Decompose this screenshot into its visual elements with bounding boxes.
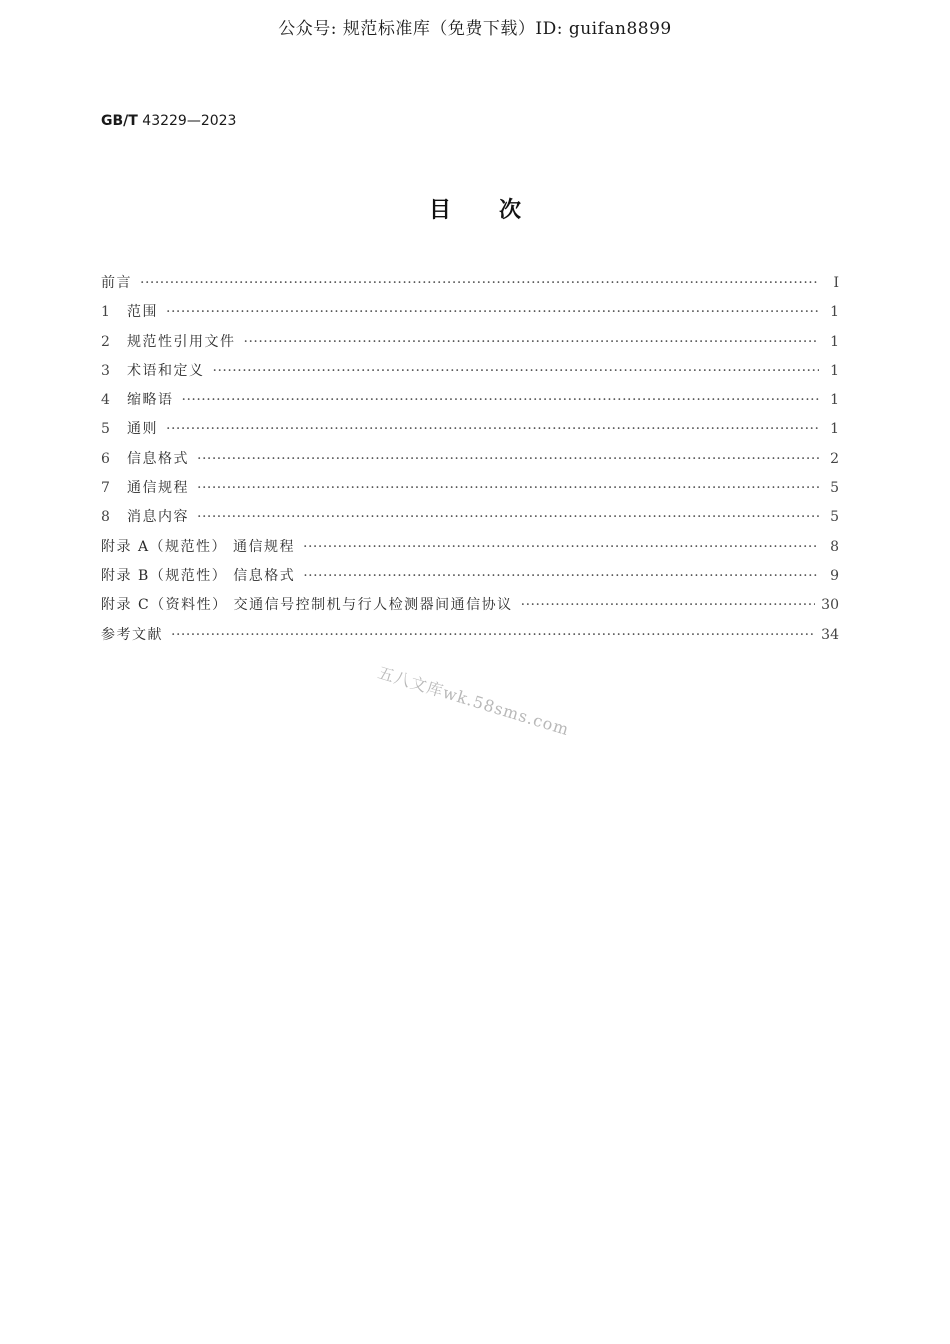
toc-title: 目次 bbox=[428, 198, 569, 223]
toc-leader-dots bbox=[303, 539, 819, 555]
toc-entry-bibliography[interactable] bbox=[101, 624, 839, 653]
toc-entry-number: 2 bbox=[101, 333, 110, 350]
toc-entry-terms-definitions[interactable] bbox=[101, 360, 839, 389]
toc-entry-number: 7 bbox=[101, 480, 110, 497]
toc-entry-label: 参考文献 bbox=[101, 626, 163, 643]
toc-entry-page: 5 bbox=[830, 480, 839, 497]
toc-entry-page: 9 bbox=[830, 567, 839, 584]
watermark: 五八文库wk.58sms.com bbox=[375, 662, 572, 740]
toc-entry-communication-procedure[interactable] bbox=[101, 477, 839, 506]
toc-entry-label: 通则 bbox=[127, 421, 158, 438]
toc-entry-label: 规范性引用文件 bbox=[127, 333, 236, 350]
source-banner: 公众号: 规范标准库（免费下载）ID: guifan8899 bbox=[278, 19, 672, 39]
toc-entry-page: 2 bbox=[830, 450, 839, 467]
toc-entry-annex-a[interactable] bbox=[101, 536, 839, 565]
toc-entry-normative-references[interactable] bbox=[101, 331, 839, 360]
toc-entry-number: 1 bbox=[101, 304, 110, 321]
toc-leader-dots bbox=[213, 363, 820, 379]
toc-entry-number: 8 bbox=[101, 509, 110, 526]
toc-entry-label: 范围 bbox=[127, 304, 158, 321]
toc-entry-number: 6 bbox=[101, 450, 110, 467]
toc-entry-annex-c[interactable] bbox=[101, 594, 839, 623]
toc-entry-message-content[interactable] bbox=[101, 506, 839, 535]
toc-entry-page: 1 bbox=[830, 421, 839, 438]
toc-entry-label: 附录 A（规范性） 通信规程 bbox=[101, 538, 296, 555]
toc-entry-label: 信息格式 bbox=[127, 450, 189, 467]
toc-entry-number: 3 bbox=[101, 362, 110, 379]
toc-leader-dots bbox=[166, 421, 819, 437]
table-of-contents bbox=[101, 272, 839, 653]
toc-entry-number: 5 bbox=[101, 421, 110, 438]
toc-leader-dots bbox=[197, 451, 819, 467]
standard-number bbox=[101, 113, 236, 129]
toc-entry-page: 1 bbox=[830, 304, 839, 321]
toc-leader-dots bbox=[166, 304, 819, 320]
toc-leader-dots bbox=[197, 480, 819, 496]
toc-leader-dots bbox=[171, 627, 815, 643]
toc-entry-label: 消息内容 bbox=[127, 509, 189, 526]
toc-entry-information-format[interactable] bbox=[101, 448, 839, 477]
toc-entry-page: 1 bbox=[830, 362, 839, 379]
toc-entry-foreword[interactable] bbox=[101, 272, 839, 301]
toc-entry-label: 附录 B（规范性） 信息格式 bbox=[101, 567, 296, 584]
toc-entry-page: 1 bbox=[830, 392, 839, 409]
toc-entry-label: 缩略语 bbox=[127, 392, 174, 409]
toc-entry-page: 8 bbox=[830, 538, 839, 555]
toc-entry-page: 34 bbox=[821, 626, 839, 643]
toc-entry-label: 前言 bbox=[101, 275, 132, 291]
toc-entry-label: 通信规程 bbox=[127, 480, 189, 497]
toc-leader-dots bbox=[140, 275, 819, 291]
standard-code: 43229—2023 bbox=[142, 113, 237, 129]
toc-entry-page: 5 bbox=[830, 509, 839, 526]
toc-leader-dots bbox=[303, 568, 819, 584]
toc-entry-page: 30 bbox=[821, 597, 839, 614]
standard-prefix: GB/T bbox=[101, 113, 138, 129]
toc-leader-dots bbox=[197, 509, 819, 525]
toc-entry-annex-b[interactable] bbox=[101, 565, 839, 594]
toc-entry-page: I bbox=[833, 275, 839, 291]
toc-entry-label: 附录 C（资料性） 交通信号控制机与行人检测器间通信协议 bbox=[101, 597, 513, 614]
toc-entry-page: 1 bbox=[830, 333, 839, 350]
toc-entry-number: 4 bbox=[101, 392, 110, 409]
toc-leader-dots bbox=[521, 597, 816, 613]
toc-entry-abbreviations[interactable] bbox=[101, 389, 839, 418]
toc-leader-dots bbox=[182, 392, 820, 408]
toc-entry-label: 术语和定义 bbox=[127, 362, 205, 379]
toc-entry-general[interactable] bbox=[101, 418, 839, 447]
toc-leader-dots bbox=[244, 334, 820, 350]
toc-entry-scope[interactable] bbox=[101, 301, 839, 330]
